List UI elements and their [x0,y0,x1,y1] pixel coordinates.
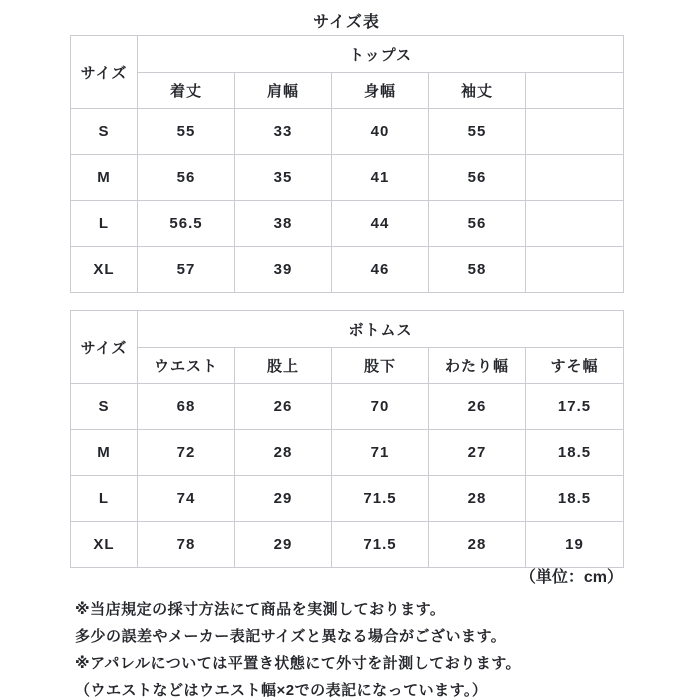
bottoms-column-header-row [71,348,624,384]
value-cell: 27 [429,430,526,476]
value-cell: 28 [235,430,332,476]
tops-col-header [526,73,624,109]
value-cell: 70 [332,384,429,430]
value-cell: 71.5 [332,522,429,568]
bottoms-col-header: 股上 [235,348,332,384]
note-line: ※アパレルについては平置き状態にて外寸を計測しております。 [75,655,522,672]
value-cell: 58 [429,247,526,293]
table-row [71,522,624,568]
value-cell: 28 [429,476,526,522]
tops-col-header: 身幅 [332,73,429,109]
value-cell: 46 [332,247,429,293]
measurement-notes [75,596,675,700]
table-row [71,476,624,522]
tops-col-header: 着丈 [138,73,235,109]
value-cell: 68 [138,384,235,430]
size-cell: S [71,384,138,430]
value-cell: 29 [235,476,332,522]
bottoms-col-header: すそ幅 [526,348,624,384]
value-cell: 28 [429,522,526,568]
tops-group-header: トップス [138,36,624,73]
size-cell: L [71,476,138,522]
value-cell [526,109,624,155]
bottoms-col-header: 股下 [332,348,429,384]
value-cell: 71.5 [332,476,429,522]
page-title: サイズ表 [313,14,380,31]
table-row [71,109,624,155]
size-cell: M [71,430,138,476]
size-cell: M [71,155,138,201]
value-cell: 39 [235,247,332,293]
size-cell: XL [71,522,138,568]
value-cell: 71 [332,430,429,476]
table-row [71,155,624,201]
bottoms-col-header: わたり幅 [429,348,526,384]
value-cell: 35 [235,155,332,201]
value-cell: 19 [526,522,624,568]
value-cell: 26 [429,384,526,430]
value-cell: 18.5 [526,476,624,522]
value-cell: 57 [138,247,235,293]
bottoms-size-column-header: サイズ [71,311,138,384]
value-cell: 56 [138,155,235,201]
value-cell: 72 [138,430,235,476]
tops-group-header-row [71,36,624,73]
size-cell: XL [71,247,138,293]
value-cell: 26 [235,384,332,430]
table-row [71,384,624,430]
value-cell: 44 [332,201,429,247]
note-line: 多少の誤差やメーカー表記サイズと異なる場合がございます。 [75,628,507,645]
table-row [71,247,624,293]
value-cell: 56 [429,201,526,247]
value-cell: 41 [332,155,429,201]
bottoms-col-header: ウエスト [138,348,235,384]
table-row [71,201,624,247]
value-cell: 18.5 [526,430,624,476]
bottoms-group-header-row [71,311,624,348]
tops-col-header: 袖丈 [429,73,526,109]
value-cell: 17.5 [526,384,624,430]
tops-col-header: 肩幅 [235,73,332,109]
value-cell: 78 [138,522,235,568]
value-cell: 40 [332,109,429,155]
bottoms-group-header: ボトムス [138,311,624,348]
tops-size-column-header: サイズ [71,36,138,109]
value-cell: 56 [429,155,526,201]
value-cell: 74 [138,476,235,522]
value-cell: 33 [235,109,332,155]
value-cell [526,155,624,201]
tops-column-header-row [71,73,624,109]
value-cell: 56.5 [138,201,235,247]
value-cell: 55 [138,109,235,155]
unit-note: （単位：cm） [519,569,623,586]
table-row [71,430,624,476]
value-cell [526,201,624,247]
bottoms-size-table [70,310,624,568]
size-cell: L [71,201,138,247]
value-cell: 29 [235,522,332,568]
tops-size-table [70,35,624,293]
value-cell: 38 [235,201,332,247]
value-cell [526,247,624,293]
value-cell: 55 [429,109,526,155]
note-line: ※当店規定の採寸方法にて商品を実測しております。 [75,601,446,618]
note-line: （ウエストなどはウエスト幅×2での表記になっています。） [75,682,488,699]
size-cell: S [71,109,138,155]
